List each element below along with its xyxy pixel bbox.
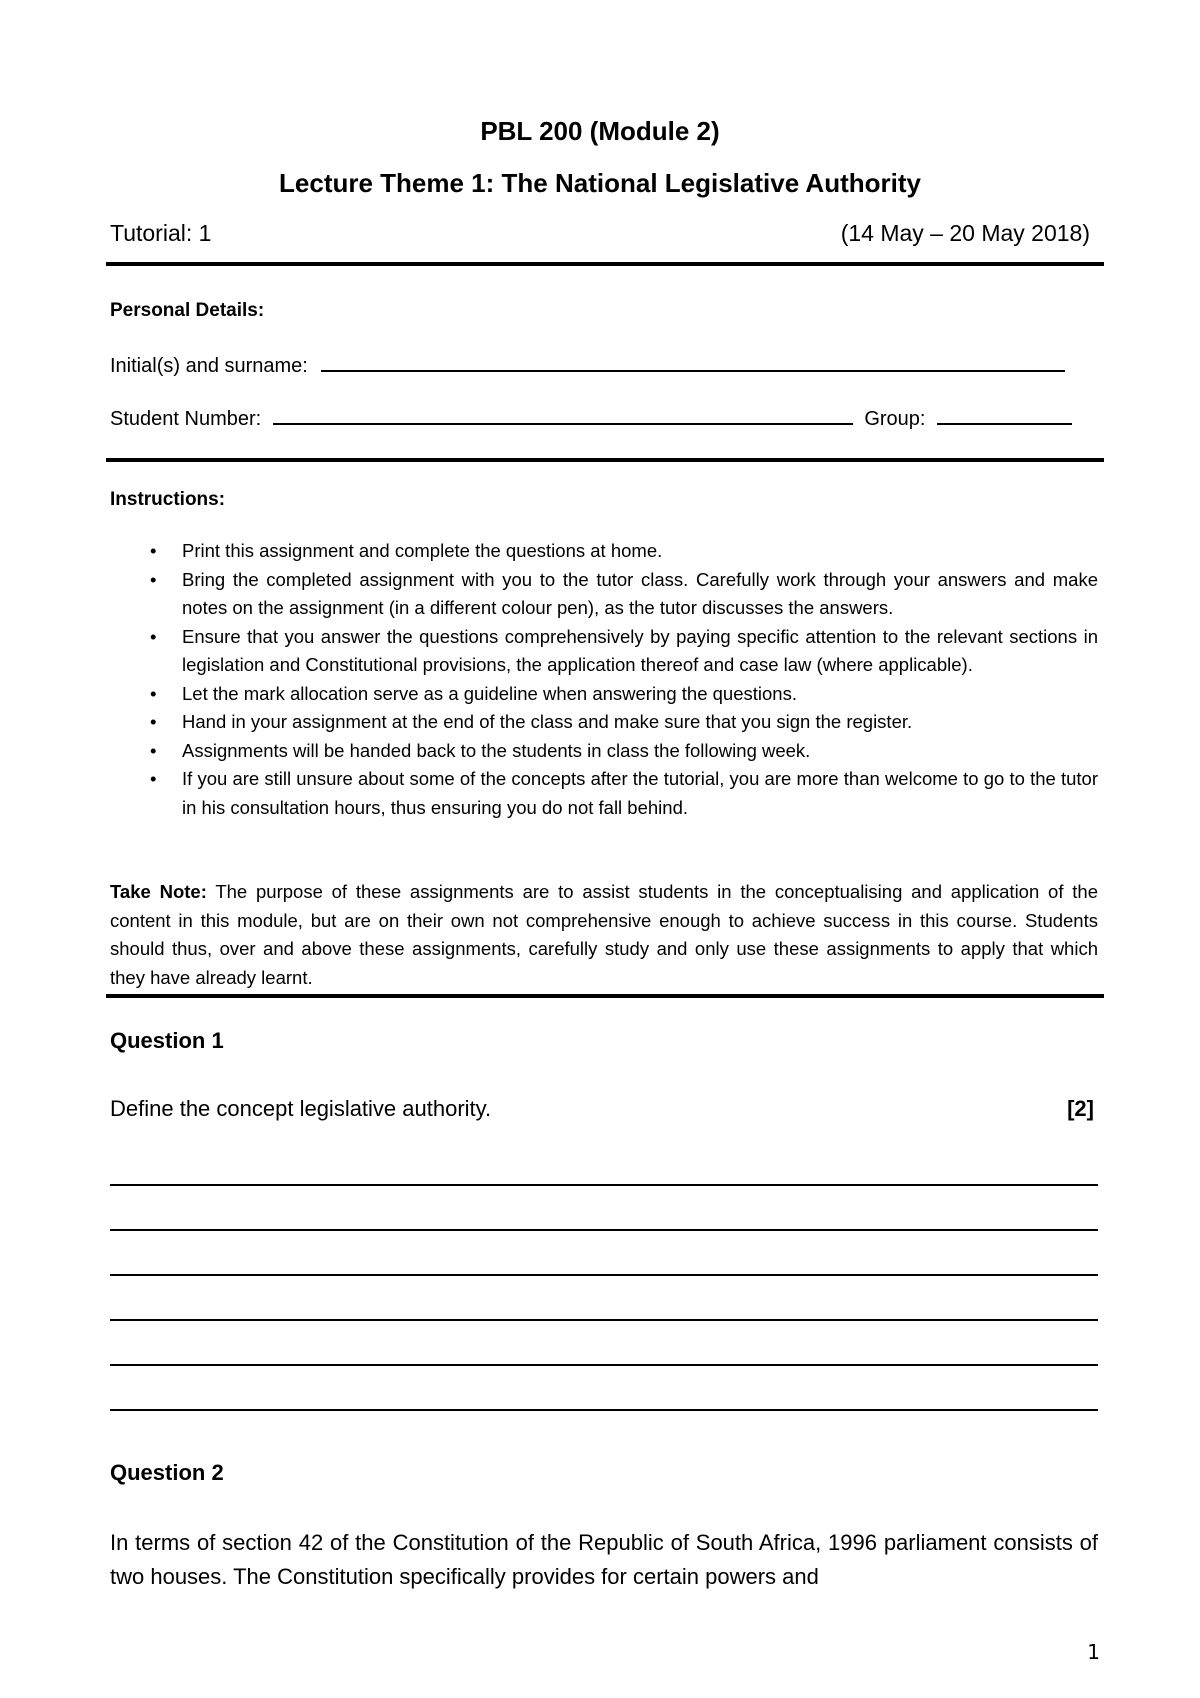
bullet-icon: •: [150, 568, 157, 590]
bullet-icon: •: [150, 682, 157, 704]
name-field-row: [110, 352, 1065, 378]
course-title: PBL 200 (Module 2): [480, 116, 720, 146]
bullet-icon: •: [150, 739, 157, 761]
take-note-paragraph: [110, 878, 1098, 992]
take-note-label: Take Note:: [110, 881, 207, 902]
answer-line[interactable]: [110, 1364, 1098, 1366]
date-range: (14 May – 20 May 2018): [840, 220, 1090, 246]
bullet-icon: •: [150, 768, 157, 789]
group-blank[interactable]: [937, 405, 1072, 425]
answer-line[interactable]: [110, 1274, 1098, 1276]
instructions-divider: [106, 994, 1104, 998]
bullet-icon: •: [150, 540, 157, 561]
details-divider: [106, 458, 1104, 462]
tutorial-label: Tutorial: 1: [110, 220, 212, 246]
student-number-label: Student Number:: [110, 408, 262, 430]
student-number-blank[interactable]: [273, 405, 853, 425]
instructions-list: [150, 537, 1098, 822]
personal-details-heading: Personal Details:: [110, 300, 265, 321]
answer-line[interactable]: [110, 1409, 1098, 1411]
answer-line[interactable]: [110, 1319, 1098, 1321]
list-item: • Print this assignment and complete the questions at home.: [150, 537, 1098, 566]
name-label: Initial(s) and surname:: [110, 355, 308, 377]
question-1-text: Define the concept legislative authority.: [110, 1096, 492, 1121]
list-item: • Let the mark allocation serve as a guideline when answering the questions.: [150, 680, 1098, 709]
student-number-row: [110, 405, 1072, 431]
question-2-heading: Question 2: [110, 1460, 224, 1485]
header-divider: [106, 262, 1104, 266]
bullet-icon: •: [150, 711, 157, 732]
group-label: Group:: [864, 408, 926, 430]
answer-line[interactable]: [110, 1184, 1098, 1186]
page-number: 1: [1087, 1640, 1100, 1664]
bullet-icon: •: [150, 625, 157, 647]
answer-line[interactable]: [110, 1229, 1098, 1231]
lecture-theme-title: Lecture Theme 1: The National Legislative Authority: [279, 168, 921, 198]
name-blank[interactable]: [321, 352, 1065, 372]
list-item: • Bring the completed assignment with you to the tutor class. Carefully work through your answers and make notes on the assignment (in a different colour pen), as the tutor discusses the answers.: [150, 566, 1098, 623]
list-item: • Ensure that you answer the questions comprehensively by paying specific attention to the relevant sections in legislation and Constitutional provisions, the application thereof and case law (where applicable).: [150, 623, 1098, 680]
question-1-marks: [2]: [1067, 1096, 1094, 1121]
take-note-text: The purpose of these assignments are to assist students in the conceptualising and application of the content in this module, but are on their own not comprehensive enough to achieve success in this course. Students should thus, over and above these assignments, carefully study and only use these assignments to apply that which they have already learnt.: [110, 881, 1098, 988]
list-item: • Assignments will be handed back to the students in class the following week.: [150, 737, 1098, 766]
instructions-heading: Instructions:: [110, 489, 226, 510]
question-1-heading: Question 1: [110, 1028, 224, 1053]
list-item: • Hand in your assignment at the end of the class and make sure that you sign the register.: [150, 708, 1098, 737]
list-item: • If you are still unsure about some of the concepts after the tutorial, you are more than welcome to go to the tutor in his consultation hours, thus ensuring you do not fall behind.: [150, 765, 1098, 822]
question-2-text: In terms of section 42 of the Constitution of the Republic of South Africa, 1996 parliament consists of two houses. The Constitution specifically provides for certain powers and: [110, 1530, 1098, 1589]
